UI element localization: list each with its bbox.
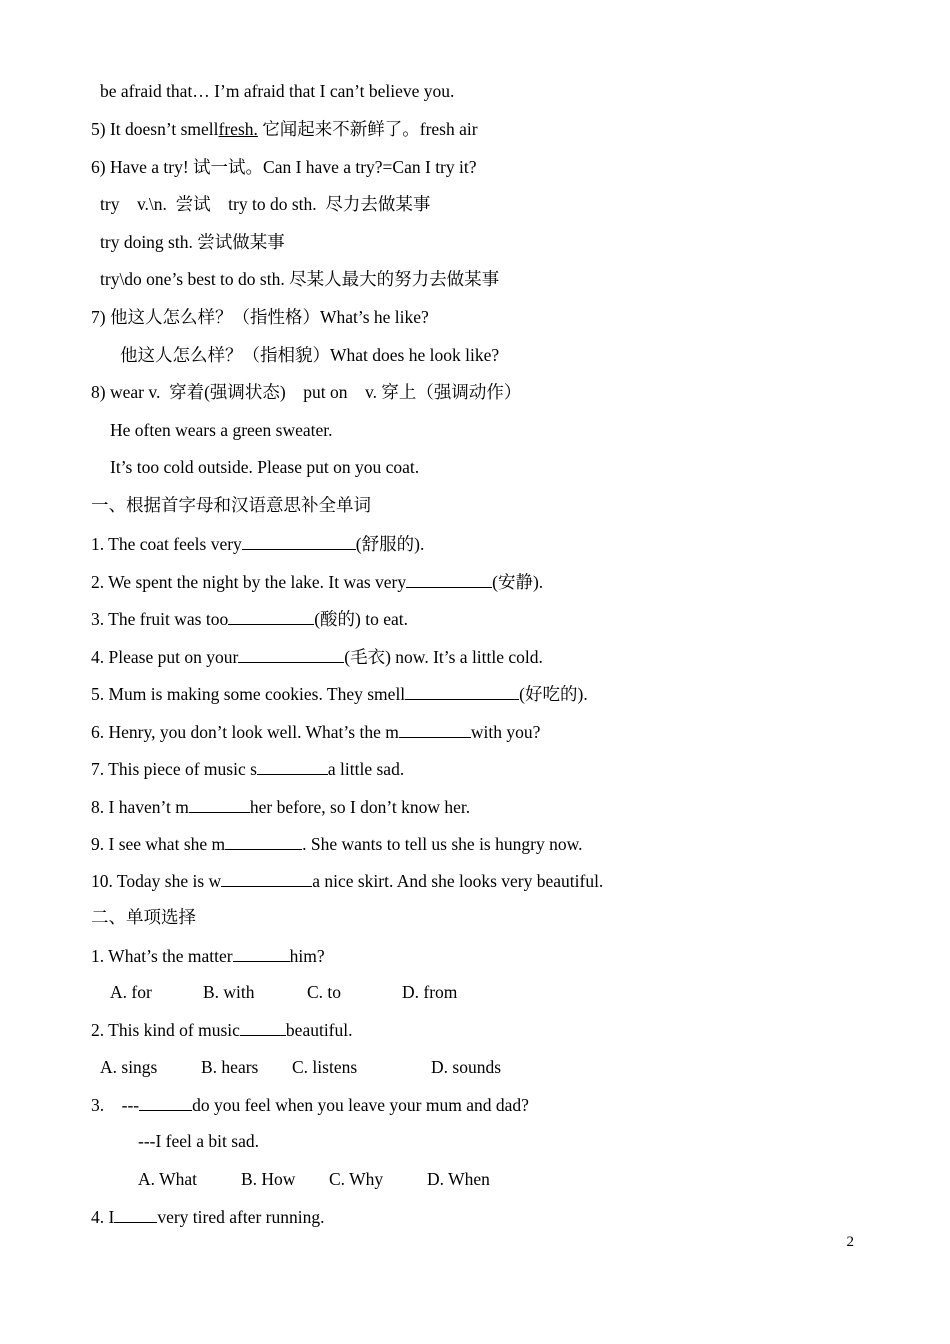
note-8: 8) wear v. 穿着(强调状态) put on v. 穿上（强调动作） [91, 382, 522, 402]
question-1: 1. What’s the matter him? [91, 946, 325, 966]
answer-blank[interactable] [221, 869, 312, 887]
answer-blank[interactable] [225, 832, 302, 850]
question-3: 3. --- do you feel when you leave your mum and dad? [91, 1095, 529, 1115]
section1-heading: 一、根据首字母和汉语意思补全单词 [91, 495, 371, 515]
fill-item-4: 4. Please put on your (毛衣) now. It’s a little cold. [91, 647, 543, 667]
option-3c[interactable]: C. Why [329, 1169, 384, 1189]
fill-item-6: 6. Henry, you don’t look well. What’s the m with you? [91, 722, 541, 742]
answer-blank[interactable] [257, 757, 328, 775]
option-1d[interactable]: D. from [402, 982, 458, 1002]
answer-blank[interactable] [406, 570, 492, 588]
option-1a[interactable]: A. for [110, 982, 152, 1002]
fill-item-9: 9. I see what she m . She wants to tell us she is hungry now. [91, 834, 583, 854]
note-5: 5) It doesn’t smellfresh. 它闻起来不新鲜了。fresh air [91, 119, 478, 139]
fill-item-5: 5. Mum is making some cookies. They smell (好吃的). [91, 684, 588, 704]
option-3b[interactable]: B. How [241, 1169, 296, 1189]
option-2d[interactable]: D. sounds [431, 1057, 502, 1077]
question-2: 2. This kind of music beautiful. [91, 1020, 353, 1040]
answer-blank[interactable] [189, 795, 250, 813]
answer-blank[interactable] [139, 1093, 192, 1111]
section2-heading: 二、单项选择 [91, 907, 196, 927]
fill-item-2: 2. We spent the night by the lake. It was very (安静). [91, 572, 544, 592]
answer-blank[interactable] [240, 1018, 286, 1036]
option-2b[interactable]: B. hears [201, 1057, 259, 1077]
example-1: He often wears a green sweater. [110, 420, 333, 440]
fill-item-10: 10. Today she is w a nice skirt. And she looks very beautiful. [91, 871, 604, 891]
fill-item-8: 8. I haven’t m her before, so I don’t know her. [91, 797, 471, 817]
note-try-3: try\do one’s best to do sth. 尽某人最大的努力去做某事 [100, 269, 500, 289]
question-4: 4. I very tired after running. [91, 1207, 325, 1227]
answer-blank[interactable] [233, 944, 290, 962]
option-1b[interactable]: B. with [203, 982, 255, 1002]
answer-blank[interactable] [399, 720, 471, 738]
option-2a[interactable]: A. sings [100, 1057, 158, 1077]
question-3-reply: ---I feel a bit sad. [138, 1131, 259, 1151]
page-number: 2 [846, 1234, 854, 1250]
note-7b: 他这人怎么样？（指相貌）What does he look like? [120, 345, 500, 365]
option-2c[interactable]: C. listens [292, 1057, 358, 1077]
answer-blank[interactable] [114, 1205, 157, 1223]
option-1c[interactable]: C. to [307, 982, 342, 1002]
note-afraid: be afraid that… I’m afraid that I can’t believe you. [100, 81, 455, 101]
note-try-2: try doing sth. 尝试做某事 [100, 232, 285, 252]
option-3d[interactable]: D. When [427, 1169, 490, 1189]
answer-blank[interactable] [238, 645, 344, 663]
fill-item-3: 3. The fruit was too (酸的) to eat. [91, 609, 409, 629]
answer-blank[interactable] [228, 607, 314, 625]
option-3a[interactable]: A. What [138, 1169, 197, 1189]
note-try-1: try v.\n. 尝试 try to do sth. 尽力去做某事 [100, 194, 431, 214]
note-6: 6) Have a try! 试一试。Can I have a try?=Can I try it? [91, 157, 477, 177]
fill-item-7: 7. This piece of music s a little sad. [91, 759, 405, 779]
answer-blank[interactable] [242, 532, 356, 550]
note-7a: 7) 他这人怎么样？（指性格）What’s he like? [91, 307, 429, 327]
example-2: It’s too cold outside. Please put on you coat. [110, 457, 420, 477]
answer-blank[interactable] [405, 682, 519, 700]
fill-item-1: 1. The coat feels very (舒服的). [91, 534, 425, 554]
